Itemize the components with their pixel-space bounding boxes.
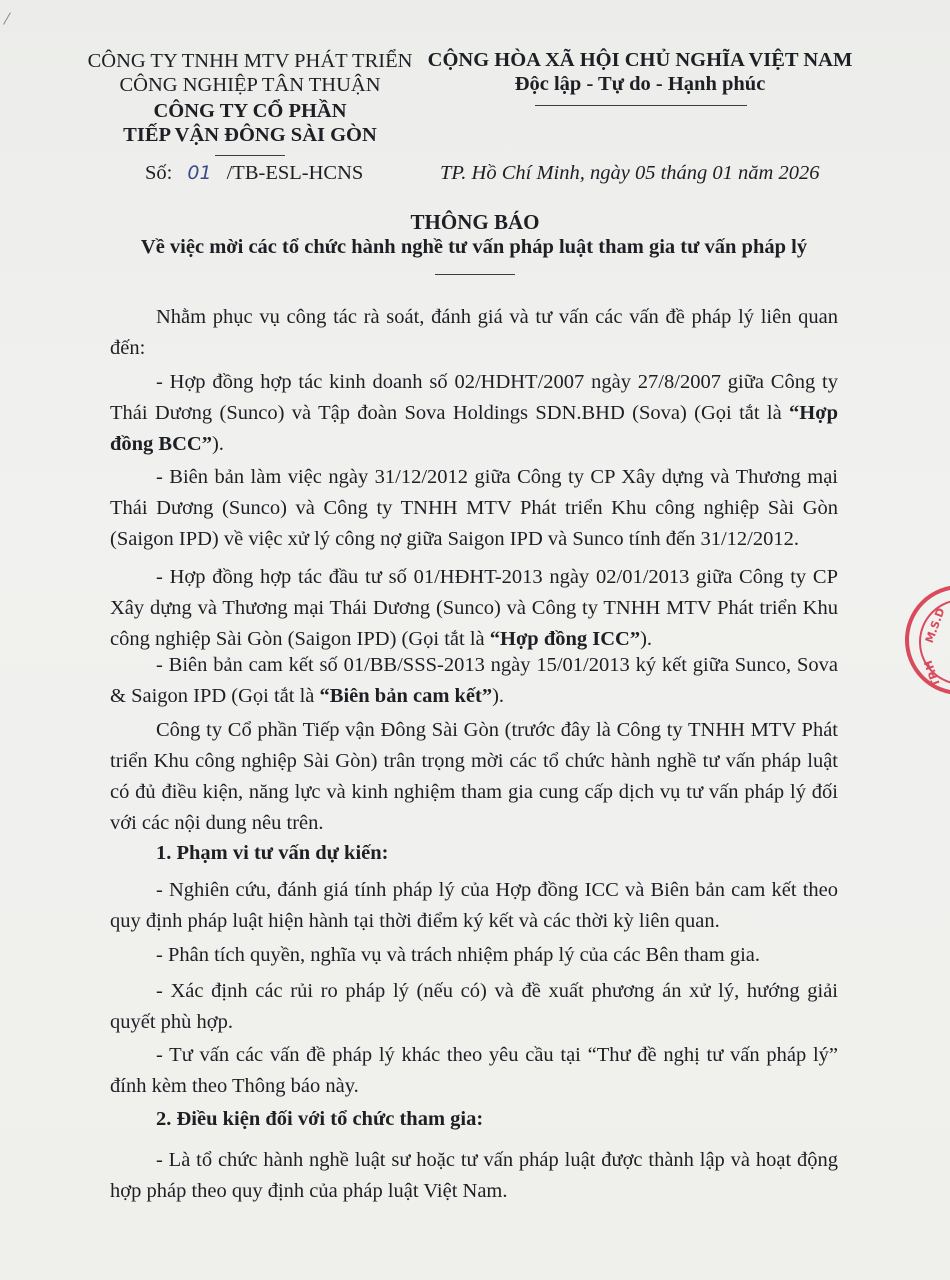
item-work-minutes: - Biên bản làm việc ngày 31/12/2012 giữa Công ty CP Xây dựng và Thương mại Thái Dương (Sunco) và Công ty TNHH MTV Phát triển Khu công nghiệp Sài Gòn (Saigon IPD) về việc xử lý công nợ giữa Saigon IPD và Sunco tính đến 31/12/2012. bbox=[110, 466, 838, 550]
stamp-text-side: TP.H bbox=[921, 658, 944, 689]
scope-item-4: - Tư vấn các vấn đề pháp lý khác theo yêu cầu tại “Thư đề nghị tư vấn pháp lý” đính kèm theo Thông báo này. bbox=[110, 1044, 838, 1097]
section1-title: 1. Phạm vi tư vấn dự kiến: bbox=[156, 842, 389, 864]
right-header-rule bbox=[535, 105, 747, 106]
condition-item-1: - Là tổ chức hành nghề luật sư hoặc tư vấn pháp luật được thành lập và hoạt động hợp pháp theo quy định của pháp luật Việt Nam. bbox=[110, 1149, 838, 1202]
national-motto: Độc lập - Tự do - Hạnh phúc bbox=[514, 73, 766, 95]
item-commitment: - Biên bản cam kết số 01/BB/SSS-2013 ngày 15/01/2013 ký kết giữa Sunco, Sova & Saigon IPD (Gọi tắt là “Biên bản cam kết”). bbox=[110, 654, 838, 707]
commitment-term: “Biên bản cam kết” bbox=[319, 685, 493, 707]
company-name-line1: CÔNG TY CỔ PHẦN bbox=[153, 100, 347, 122]
number-suffix: /TB-ESL-HCNS bbox=[226, 162, 364, 184]
date-line: TP. Hồ Chí Minh, ngày 05 tháng 01 năm 2026 bbox=[440, 162, 820, 184]
notice-title: THÔNG BÁO bbox=[410, 210, 540, 234]
stamp-text-top: M.S.D bbox=[922, 606, 948, 645]
intro-paragraph: Nhằm phục vụ công tác rà soát, đánh giá và tư vấn các vấn đề pháp lý liên quan đến: bbox=[110, 306, 838, 359]
left-header-rule bbox=[215, 155, 285, 156]
company-stamp bbox=[905, 585, 950, 695]
title-rule bbox=[435, 274, 515, 275]
national-title: CỘNG HÒA XÃ HỘI CHỦ NGHĨA VIỆT NAM bbox=[427, 49, 853, 71]
company-parent-name-line1: CÔNG TY TNHH MTV PHÁT TRIỂN bbox=[87, 50, 413, 72]
scope-item-1: - Nghiên cứu, đánh giá tính pháp lý của Hợp đồng ICC và Biên bản cam kết theo quy định pháp luật hiện hành tại thời điểm ký kết và các thời kỳ liên quan. bbox=[110, 879, 838, 932]
scope-item-2: - Phân tích quyền, nghĩa vụ và trách nhiệm pháp lý của các Bên tham gia. bbox=[156, 944, 760, 966]
notice-subtitle: Về việc mời các tổ chức hành nghề tư vấn pháp luật tham gia tư vấn pháp lý bbox=[140, 236, 808, 258]
company-parent-name-line2: CÔNG NGHIỆP TÂN THUẬN bbox=[119, 74, 381, 96]
item-bcc-contract: - Hợp đồng hợp tác kinh doanh số 02/HDHT/2007 ngày 27/8/2007 giữa Công ty Thái Dương (Sunco) và Tập đoàn Sova Holdings SDN.BHD (Sova) (Gọi tắt là “Hợp đồng BCC”). bbox=[110, 371, 838, 455]
icc-term: “Hợp đồng ICC” bbox=[489, 628, 641, 650]
scope-item-3: - Xác định các rủi ro pháp lý (nếu có) và đề xuất phương án xử lý, hướng giải quyết phù hợp. bbox=[110, 980, 838, 1033]
bcc-term: “Hợp đồng BCC” bbox=[110, 402, 838, 455]
document-number bbox=[145, 162, 363, 185]
company-name-line2: TIẾP VẬN ĐÔNG SÀI GÒN bbox=[123, 124, 377, 146]
number-handwritten: 01 bbox=[187, 162, 212, 184]
number-label: Số: bbox=[145, 162, 173, 184]
corner-mark bbox=[3, 12, 11, 25]
section2-title: 2. Điều kiện đối với tổ chức tham gia: bbox=[156, 1108, 484, 1130]
item-icc-contract: - Hợp đồng hợp tác đầu tư số 01/HĐHT-2013 ngày 02/01/2013 giữa Công ty CP Xây dựng và Thương mại Thái Dương (Sunco) và Công ty TNHH MTV Phát triển Khu công nghiệp Sài Gòn (Saigon IPD) (Gọi tắt là “Hợp đồng ICC”). bbox=[110, 566, 838, 650]
invitation-paragraph: Công ty Cổ phần Tiếp vận Đông Sài Gòn (trước đây là Công ty TNHH MTV Phát triển Khu công nghiệp Sài Gòn) trân trọng mời các tổ chức hành nghề tư vấn pháp luật có đủ điều kiện, năng lực và kinh nghiệm tham gia cung cấp dịch vụ tư vấn pháp lý đối với các nội dung nêu trên. bbox=[110, 719, 838, 834]
